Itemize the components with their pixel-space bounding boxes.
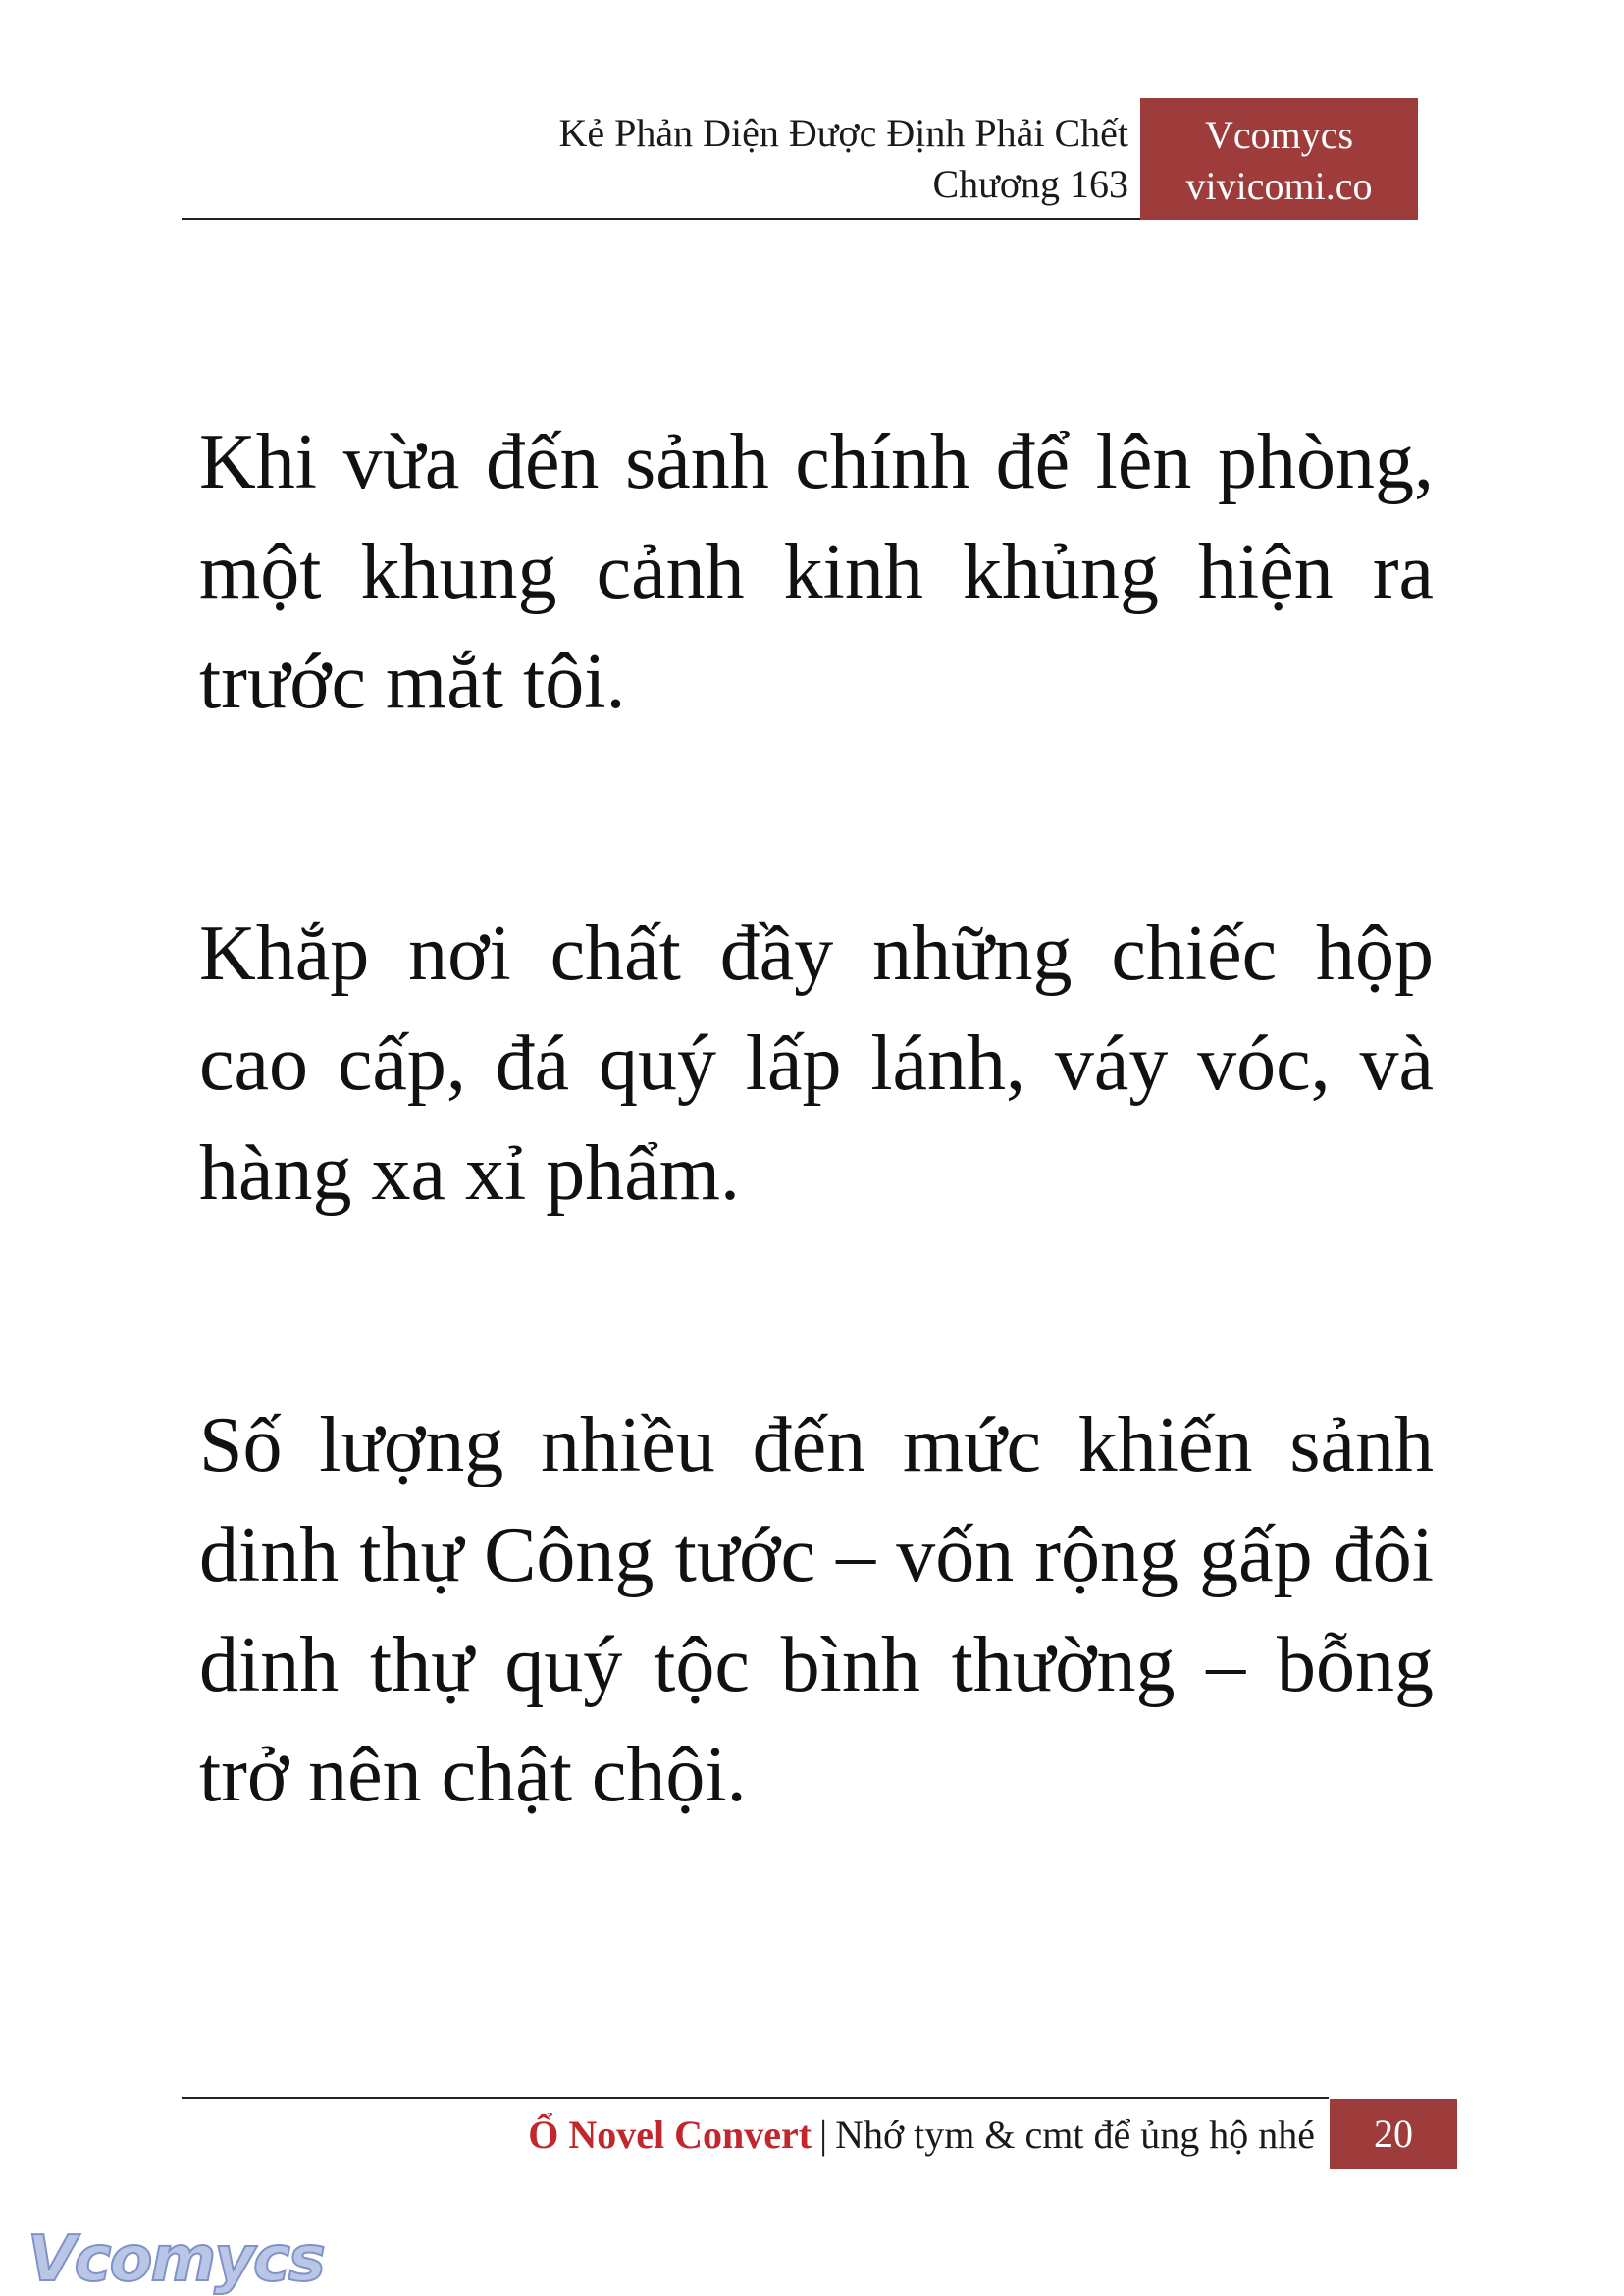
- footer-divider: [182, 2097, 1329, 2099]
- footer-text: [528, 2107, 1315, 2164]
- footer-brand: Ổ Novel Convert: [528, 2113, 812, 2157]
- page-footer: [182, 2097, 1457, 2169]
- page-number: 20: [1330, 2099, 1457, 2169]
- badge-site-url: vivicomi.co: [1185, 164, 1373, 208]
- book-title: Kẻ Phản Diện Được Định Phải Chết: [558, 111, 1128, 155]
- page-header: [182, 98, 1418, 220]
- paragraph-3: Số lượng nhiều đến mức khiến sảnh dinh thự Công tước – vốn rộng gấp đôi dinh thự quý tộc bình thường – bỗng trở nên chật chội.: [199, 1402, 1434, 1818]
- chapter-content: [199, 407, 1434, 1992]
- header-divider: [182, 218, 1140, 220]
- header-text-block: [558, 108, 1128, 210]
- paragraph-1: Khi vừa đến sảnh chính để lên phòng, một khung cảnh kinh khủng hiện ra trước mắt tôi.: [199, 419, 1434, 725]
- paragraph-2: Khắp nơi chất đầy những chiếc hộp cao cấp, đá quý lấp lánh, váy vóc, và hàng xa xỉ phẩm.: [199, 911, 1434, 1217]
- footer-separator: |: [819, 2113, 828, 2157]
- chapter-label: Chương 163: [932, 162, 1128, 206]
- badge-site-name: Vcomycs: [1204, 113, 1354, 157]
- footer-message: Nhớ tym & cmt để ủng hộ nhé: [835, 2113, 1315, 2157]
- watermark-logo: Vcomycs: [27, 2223, 324, 2296]
- site-badge: [1140, 98, 1418, 220]
